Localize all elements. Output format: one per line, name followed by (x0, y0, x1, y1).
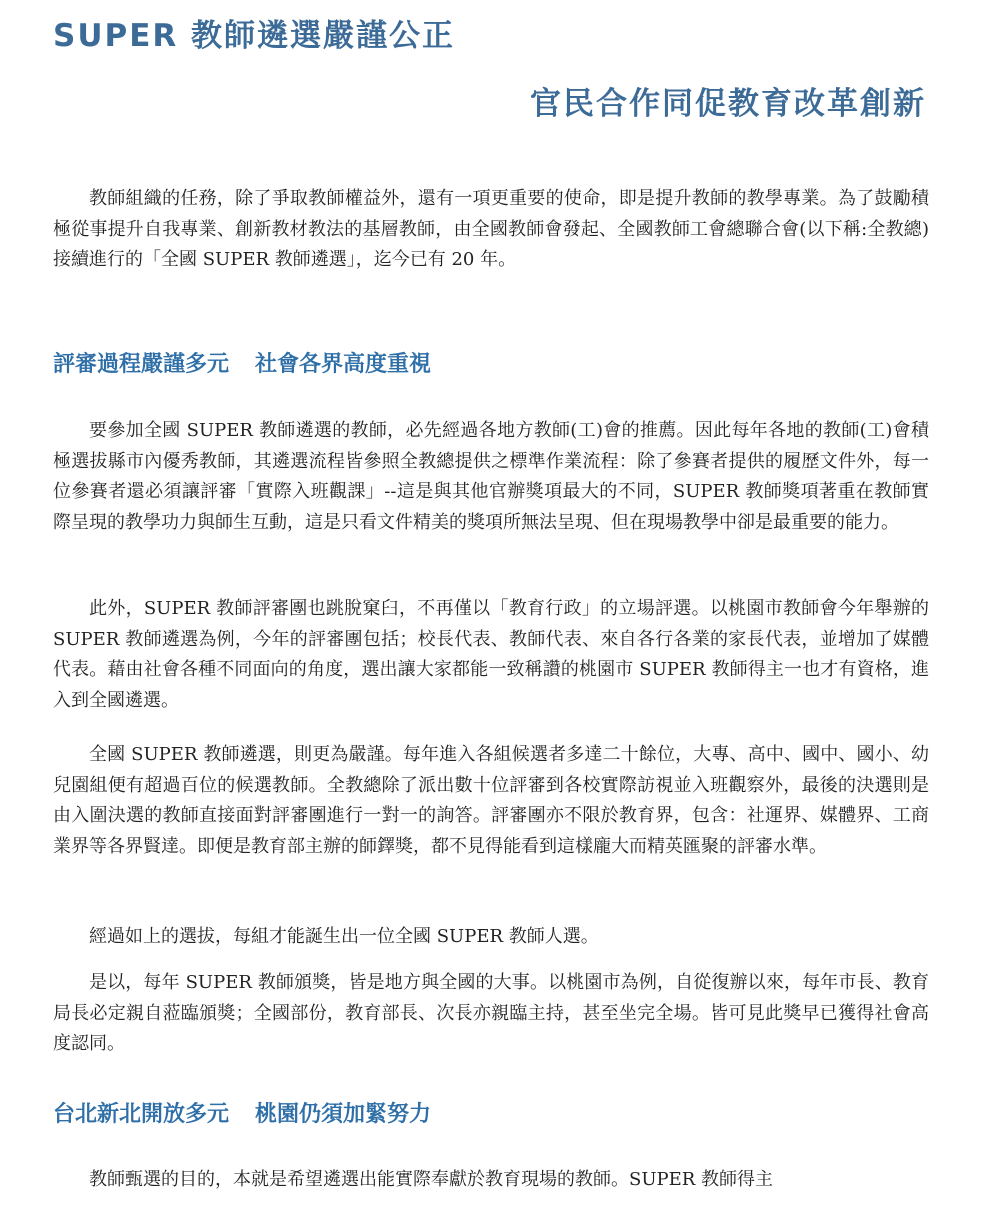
section-heading-2 (53, 1099, 431, 1131)
section-heading-1 (53, 349, 431, 381)
title-line-1: SUPER 教師遴選嚴謹公正 (53, 18, 456, 54)
title-line-2: 官民合作同促教育改革創新 (530, 86, 926, 122)
section1-paragraph: 此外，SUPER 教師評審團也跳脫窠臼，不再僅以「教育行政」的立場評選。以桃園市教師會今年舉辦的 SUPER 教師遴選為例，今年的評審團包括；校長代表、教師代表、來自各行各業的家長代表，並增加了媒體代表。藉由社會各種不同面向的角度，選出讓大家都能一致稱讚的桃園市 SUPER 教師得主一也才有資格，進入到全國遴選。 (53, 598, 929, 711)
section2-paragraph: 教師甄選的目的，本就是希望遴選出能實際奉獻於教育現場的教師。SUPER 教師得主 (89, 1169, 774, 1190)
intro-paragraph: 教師組織的任務，除了爭取教師權益外，還有一項更重要的使命，即是提升教師的教學專業。為了鼓勵積極從事提升自我專業、創新教材教法的基層教師，由全國教師會發起、全國教師工會總聯合會(以下稱:全教總)接續進行的「全國 SUPER 教師遴選」，迄今已有 20 年。 (53, 188, 929, 270)
section-heading-1-part-b: 社會各界高度重視 (255, 352, 432, 377)
section-heading-2-part-b: 桃園仍須加緊努力 (255, 1102, 432, 1127)
section-heading-2-part-a: 台北新北開放多元 (53, 1102, 230, 1127)
section1-paragraph: 是以，每年 SUPER 教師頒獎，皆是地方與全國的大事。以桃園市為例，自從復辦以來，每年市長、教育局長必定親自蒞臨頒獎；全國部份，教育部長、次長亦親臨主持，甚至坐完全場。皆可見此獎早已獲得社會高度認同。 (53, 972, 929, 1054)
section-heading-1-part-a: 評審過程嚴謹多元 (53, 352, 230, 377)
section1-paragraph: 要參加全國 SUPER 教師遴選的教師，必先經過各地方教師(工)會的推薦。因此每年各地的教師(工)會積極選拔縣市內優秀教師，其遴選流程皆參照全教總提供之標準作業流程：除了參賽者提供的履歷文件外，每一位參賽者還必須讓評審「實際入班觀課」--這是與其他官辦獎項最大的不同，SUPER 教師獎項著重在教師實際呈現的教學功力與師生互動，這是只看文件精美的獎項所無法呈現、但在現場教學中卻是最重要的能力。 (53, 420, 929, 533)
section1-paragraph: 全國 SUPER 教師遴選，則更為嚴謹。每年進入各組候選者多達二十餘位，大專、高中、國中、國小、幼兒園組便有超過百位的候選教師。全教總除了派出數十位評審到各校實際訪視並入班觀察外，最後的決選則是由入圍決選的教師直接面對評審團進行一對一的詢答。評審團亦不限於教育界，包含：社運界、媒體界、工商業界等各界賢達。即便是教育部主辦的師鐸獎，都不見得能看到這樣龐大而精英匯聚的評審水準。 (53, 744, 929, 857)
section1-paragraph: 經過如上的選拔，每組才能誕生出一位全國 SUPER 教師人選。 (89, 926, 599, 947)
